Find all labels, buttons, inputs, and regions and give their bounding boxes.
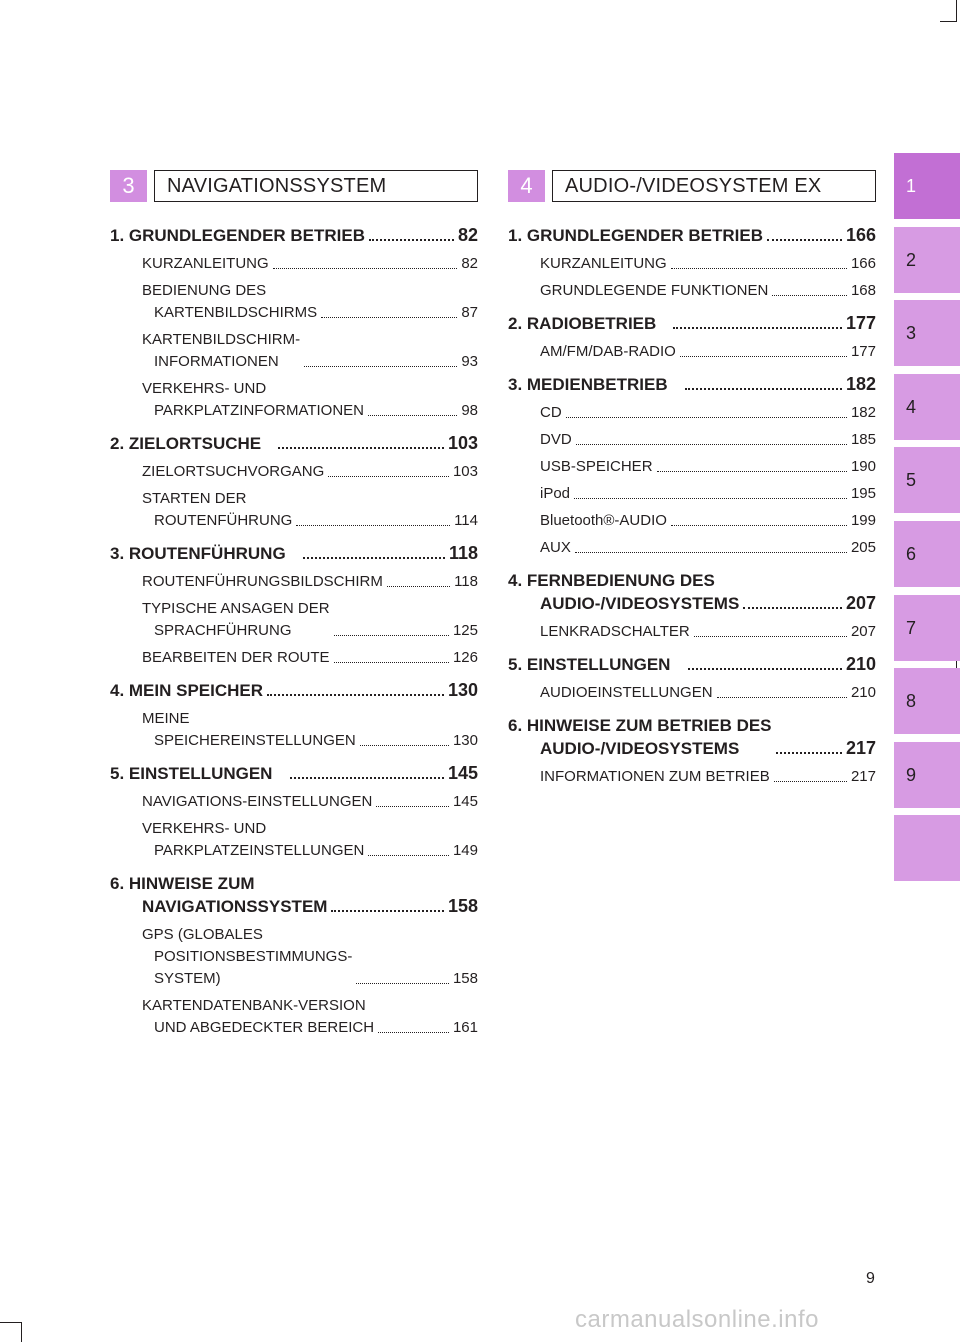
leader-dots: [774, 781, 847, 782]
item-page: 177: [850, 343, 876, 360]
item-page: 98: [461, 402, 478, 419]
item-title: GPS (GLOBALES POSITIONSBESTIMMUNGS- SYSTEM): [142, 926, 353, 987]
chapter-page: 177: [845, 313, 876, 333]
toc-chapter: [110, 762, 478, 862]
toc-item[interactable]: [142, 708, 478, 752]
leader-dots: [575, 552, 847, 553]
chapter-title: 3. ROUTENFÜHRUNG: [110, 544, 286, 563]
item-title: AM/FM/DAB-RADIO: [540, 343, 676, 360]
item-title: Bluetooth®-AUDIO: [540, 512, 667, 529]
item-page: 210: [850, 684, 876, 701]
chapter-entry[interactable]: [110, 762, 478, 785]
crop-mark: [0, 1322, 22, 1323]
leader-dots: [743, 607, 842, 609]
item-title: MEINE SPEICHEREINSTELLUNGEN: [142, 710, 356, 749]
item-page: 190: [850, 458, 876, 475]
leader-dots: [767, 239, 842, 241]
leader-dots: [574, 498, 847, 499]
leader-dots: [360, 745, 449, 746]
item-page: 185: [850, 431, 876, 448]
toc-item[interactable]: [142, 791, 478, 813]
item-page: 114: [454, 512, 478, 529]
chapter-title: 3. MEDIENBETRIEB: [508, 375, 668, 394]
toc-item[interactable]: [540, 537, 876, 559]
item-title: TYPISCHE ANSAGEN DER SPRACHFÜHRUNG: [142, 600, 330, 639]
toc-column-audio: [508, 170, 876, 798]
item-page: 182: [850, 404, 876, 421]
toc-chapter: [110, 679, 478, 752]
section-number: 3: [110, 170, 148, 202]
leader-dots: [688, 668, 842, 670]
chapter-title: 4. FERNBEDIENUNG DES AUDIO-/VIDEOSYSTEMS: [508, 571, 740, 613]
chapter-items: [508, 766, 876, 788]
item-page: 145: [452, 793, 478, 810]
item-page: 166: [850, 255, 876, 272]
chapter-entry[interactable]: [508, 373, 876, 396]
leader-dots: [273, 268, 458, 269]
leader-dots: [776, 752, 842, 754]
chapter-items: [508, 253, 876, 302]
leader-dots: [369, 239, 454, 241]
leader-dots: [278, 447, 444, 449]
chapter-page: 103: [447, 433, 478, 453]
leader-dots: [334, 662, 449, 663]
crop-mark: [21, 1322, 22, 1342]
section-header: [508, 170, 876, 202]
leader-dots: [328, 476, 449, 477]
leader-dots: [331, 910, 444, 912]
chapter-title: 5. EINSTELLUNGEN: [110, 764, 273, 783]
toc-item[interactable]: [540, 510, 876, 532]
chapter-entry[interactable]: [110, 224, 478, 247]
crop-mark: [956, 0, 957, 22]
section-header: [110, 170, 478, 202]
chapter-page: 217: [845, 738, 876, 758]
item-page: 126: [452, 649, 478, 666]
toc-chapter: [508, 312, 876, 363]
leader-dots: [671, 268, 847, 269]
toc-item[interactable]: [540, 429, 876, 451]
chapter-tab[interactable]: 9: [894, 742, 960, 808]
item-page: 93: [461, 353, 478, 370]
toc-item[interactable]: [142, 378, 478, 422]
item-title: CD: [540, 404, 562, 421]
toc-item[interactable]: [540, 402, 876, 424]
chapter-title: 6. HINWEISE ZUM NAVIGATIONSSYSTEM: [110, 874, 328, 916]
chapter-tab[interactable]: 3: [894, 300, 960, 366]
leader-dots: [356, 983, 449, 984]
item-title: GRUNDLEGENDE FUNKTIONEN: [540, 282, 769, 299]
item-page: 207: [850, 623, 876, 640]
leader-dots: [368, 415, 457, 416]
chapter-tabs: [894, 153, 960, 889]
leader-dots: [671, 525, 847, 526]
toc-item[interactable]: [540, 483, 876, 505]
chapter-page: 166: [845, 225, 876, 245]
chapter-items: [110, 571, 478, 669]
item-title: INFORMATIONEN ZUM BETRIEB: [540, 768, 770, 785]
item-page: 118: [454, 573, 478, 590]
item-page: 149: [452, 842, 478, 859]
chapter-page: 130: [447, 680, 478, 700]
chapter-entry[interactable]: [110, 542, 478, 565]
chapter-entry[interactable]: [508, 714, 876, 760]
leader-dots: [576, 444, 847, 445]
crop-mark: [940, 21, 957, 22]
chapter-entry[interactable]: [110, 679, 478, 702]
chapter-page: 210: [845, 654, 876, 674]
chapter-items: [110, 924, 478, 1039]
chapter-entry[interactable]: [508, 224, 876, 247]
toc-chapter: [110, 224, 478, 422]
leader-dots: [303, 557, 445, 559]
toc-item[interactable]: [142, 924, 478, 990]
leader-dots: [321, 317, 457, 318]
chapter-title: 1. GRUNDLEGENDER BETRIEB: [508, 226, 764, 245]
item-title: KURZANLEITUNG: [142, 255, 269, 272]
chapter-tab[interactable]: [894, 815, 960, 881]
chapter-entry[interactable]: [110, 872, 478, 918]
toc-item[interactable]: [142, 253, 478, 275]
chapter-items: [110, 253, 478, 422]
item-title: VERKEHRS- UND PARKPLATZINFORMATIONEN: [142, 380, 365, 419]
chapter-tab[interactable]: 8: [894, 668, 960, 734]
chapter-items: [110, 791, 478, 862]
toc-item[interactable]: [540, 456, 876, 478]
item-page: 161: [452, 1019, 478, 1036]
leader-dots: [685, 388, 842, 390]
item-page: 82: [461, 255, 478, 272]
chapter-entry[interactable]: [508, 653, 876, 676]
toc-chapter: [508, 373, 876, 559]
chapter-page: 118: [448, 543, 478, 563]
toc-item[interactable]: [540, 766, 876, 788]
toc-chapter: [508, 224, 876, 302]
toc-item[interactable]: [142, 647, 478, 669]
item-page: 205: [850, 539, 876, 556]
leader-dots: [334, 635, 449, 636]
toc-item[interactable]: [142, 280, 478, 324]
item-title: USB-SPEICHER: [540, 458, 653, 475]
item-title: iPod: [540, 485, 571, 502]
toc-item[interactable]: [540, 253, 876, 275]
leader-dots: [657, 471, 847, 472]
item-page: 158: [452, 970, 478, 987]
item-page: 130: [452, 732, 478, 749]
chapter-entry[interactable]: [508, 569, 876, 615]
leader-dots: [680, 356, 847, 357]
section-title: AUDIO-/VIDEOSYSTEM EX: [552, 170, 876, 202]
item-title: BEDIENUNG DES KARTENBILDSCHIRMS: [142, 282, 318, 321]
toc-item[interactable]: [540, 621, 876, 643]
chapter-items: [508, 621, 876, 643]
toc-item[interactable]: [540, 341, 876, 363]
item-title: LENKRADSCHALTER: [540, 623, 690, 640]
chapter-title: 2. ZIELORTSUCHE: [110, 434, 262, 453]
item-title: DVD: [540, 431, 572, 448]
toc-item[interactable]: [142, 571, 478, 593]
toc-chapters: [508, 224, 876, 788]
leader-dots: [717, 697, 847, 698]
leader-dots: [376, 806, 449, 807]
chapter-items: [508, 341, 876, 363]
toc-chapter: [110, 542, 478, 669]
leader-dots: [387, 586, 450, 587]
section-title: NAVIGATIONSSYSTEM: [154, 170, 478, 202]
chapter-entry[interactable]: [110, 432, 478, 455]
item-page: 195: [850, 485, 876, 502]
chapter-title: 5. EINSTELLUNGEN: [508, 655, 671, 674]
item-title: ROUTENFÜHRUNGSBILDSCHIRM: [142, 573, 383, 590]
item-page: 199: [850, 512, 876, 529]
item-title: KURZANLEITUNG: [540, 255, 667, 272]
item-title: KARTENBILDSCHIRM- INFORMATIONEN: [142, 331, 301, 370]
chapter-tab[interactable]: 2: [894, 227, 960, 293]
item-page: 87: [461, 304, 478, 321]
item-title: AUDIOEINSTELLUNGEN: [540, 684, 713, 701]
toc-column-navigation: [110, 170, 478, 1049]
chapter-items: [110, 461, 478, 532]
item-page: 217: [850, 768, 876, 785]
chapter-items: [110, 708, 478, 752]
chapter-page: 145: [447, 763, 478, 783]
toc-item[interactable]: [142, 461, 478, 483]
item-page: 125: [452, 622, 478, 639]
section-number: 4: [508, 170, 546, 202]
toc-item[interactable]: [142, 488, 478, 532]
chapter-tab[interactable]: 1: [894, 153, 960, 219]
toc-item[interactable]: [540, 280, 876, 302]
leader-dots: [267, 694, 444, 696]
chapter-tab[interactable]: 5: [894, 447, 960, 513]
chapter-items: [508, 682, 876, 704]
toc-chapter: [508, 569, 876, 643]
item-title: NAVIGATIONS-EINSTELLUNGEN: [142, 793, 373, 810]
chapter-page: 207: [845, 593, 876, 613]
leader-dots: [304, 366, 457, 367]
leader-dots: [378, 1032, 449, 1033]
toc-chapter: [110, 872, 478, 1039]
chapter-items: [508, 402, 876, 559]
chapter-title: 2. RADIOBETRIEB: [508, 314, 657, 333]
chapter-page: 82: [457, 225, 478, 245]
chapter-tab[interactable]: 6: [894, 521, 960, 587]
item-title: STARTEN DER ROUTENFÜHRUNG: [142, 490, 293, 529]
toc-chapters: [110, 224, 478, 1039]
chapter-tab[interactable]: 4: [894, 374, 960, 440]
toc-chapter: [508, 653, 876, 704]
item-page: 168: [850, 282, 876, 299]
leader-dots: [673, 327, 842, 329]
chapter-title: 4. MEIN SPEICHER: [110, 681, 264, 700]
leader-dots: [566, 417, 847, 418]
leader-dots: [772, 295, 847, 296]
toc-chapter: [110, 432, 478, 532]
item-title: BEARBEITEN DER ROUTE: [142, 649, 330, 666]
item-title: VERKEHRS- UND PARKPLATZEINSTELLUNGEN: [142, 820, 365, 859]
toc-chapter: [508, 714, 876, 788]
leader-dots: [694, 636, 847, 637]
item-page: 103: [452, 463, 478, 480]
page-number: 9: [866, 1270, 875, 1287]
leader-dots: [368, 855, 449, 856]
toc-item[interactable]: [142, 598, 478, 642]
toc-item[interactable]: [142, 818, 478, 862]
item-title: KARTENDATENBANK-VERSION UND ABGEDECKTER BEREICH: [142, 997, 375, 1036]
chapter-page: 182: [845, 374, 876, 394]
chapter-title: 6. HINWEISE ZUM BETRIEB DES AUDIO-/VIDEOSYSTEMS: [508, 716, 772, 758]
item-title: ZIELORTSUCHVORGANG: [142, 463, 325, 480]
leader-dots: [296, 525, 450, 526]
toc-item[interactable]: [142, 995, 478, 1039]
toc-item[interactable]: [142, 329, 478, 373]
watermark: carmanualsonline.info: [575, 1306, 819, 1333]
chapter-title: 1. GRUNDLEGENDER BETRIEB: [110, 226, 366, 245]
toc-item[interactable]: [540, 682, 876, 704]
leader-dots: [290, 777, 444, 779]
chapter-tab[interactable]: 7: [894, 595, 960, 661]
chapter-page: 158: [447, 896, 478, 916]
chapter-entry[interactable]: [508, 312, 876, 335]
item-title: AUX: [540, 539, 571, 556]
